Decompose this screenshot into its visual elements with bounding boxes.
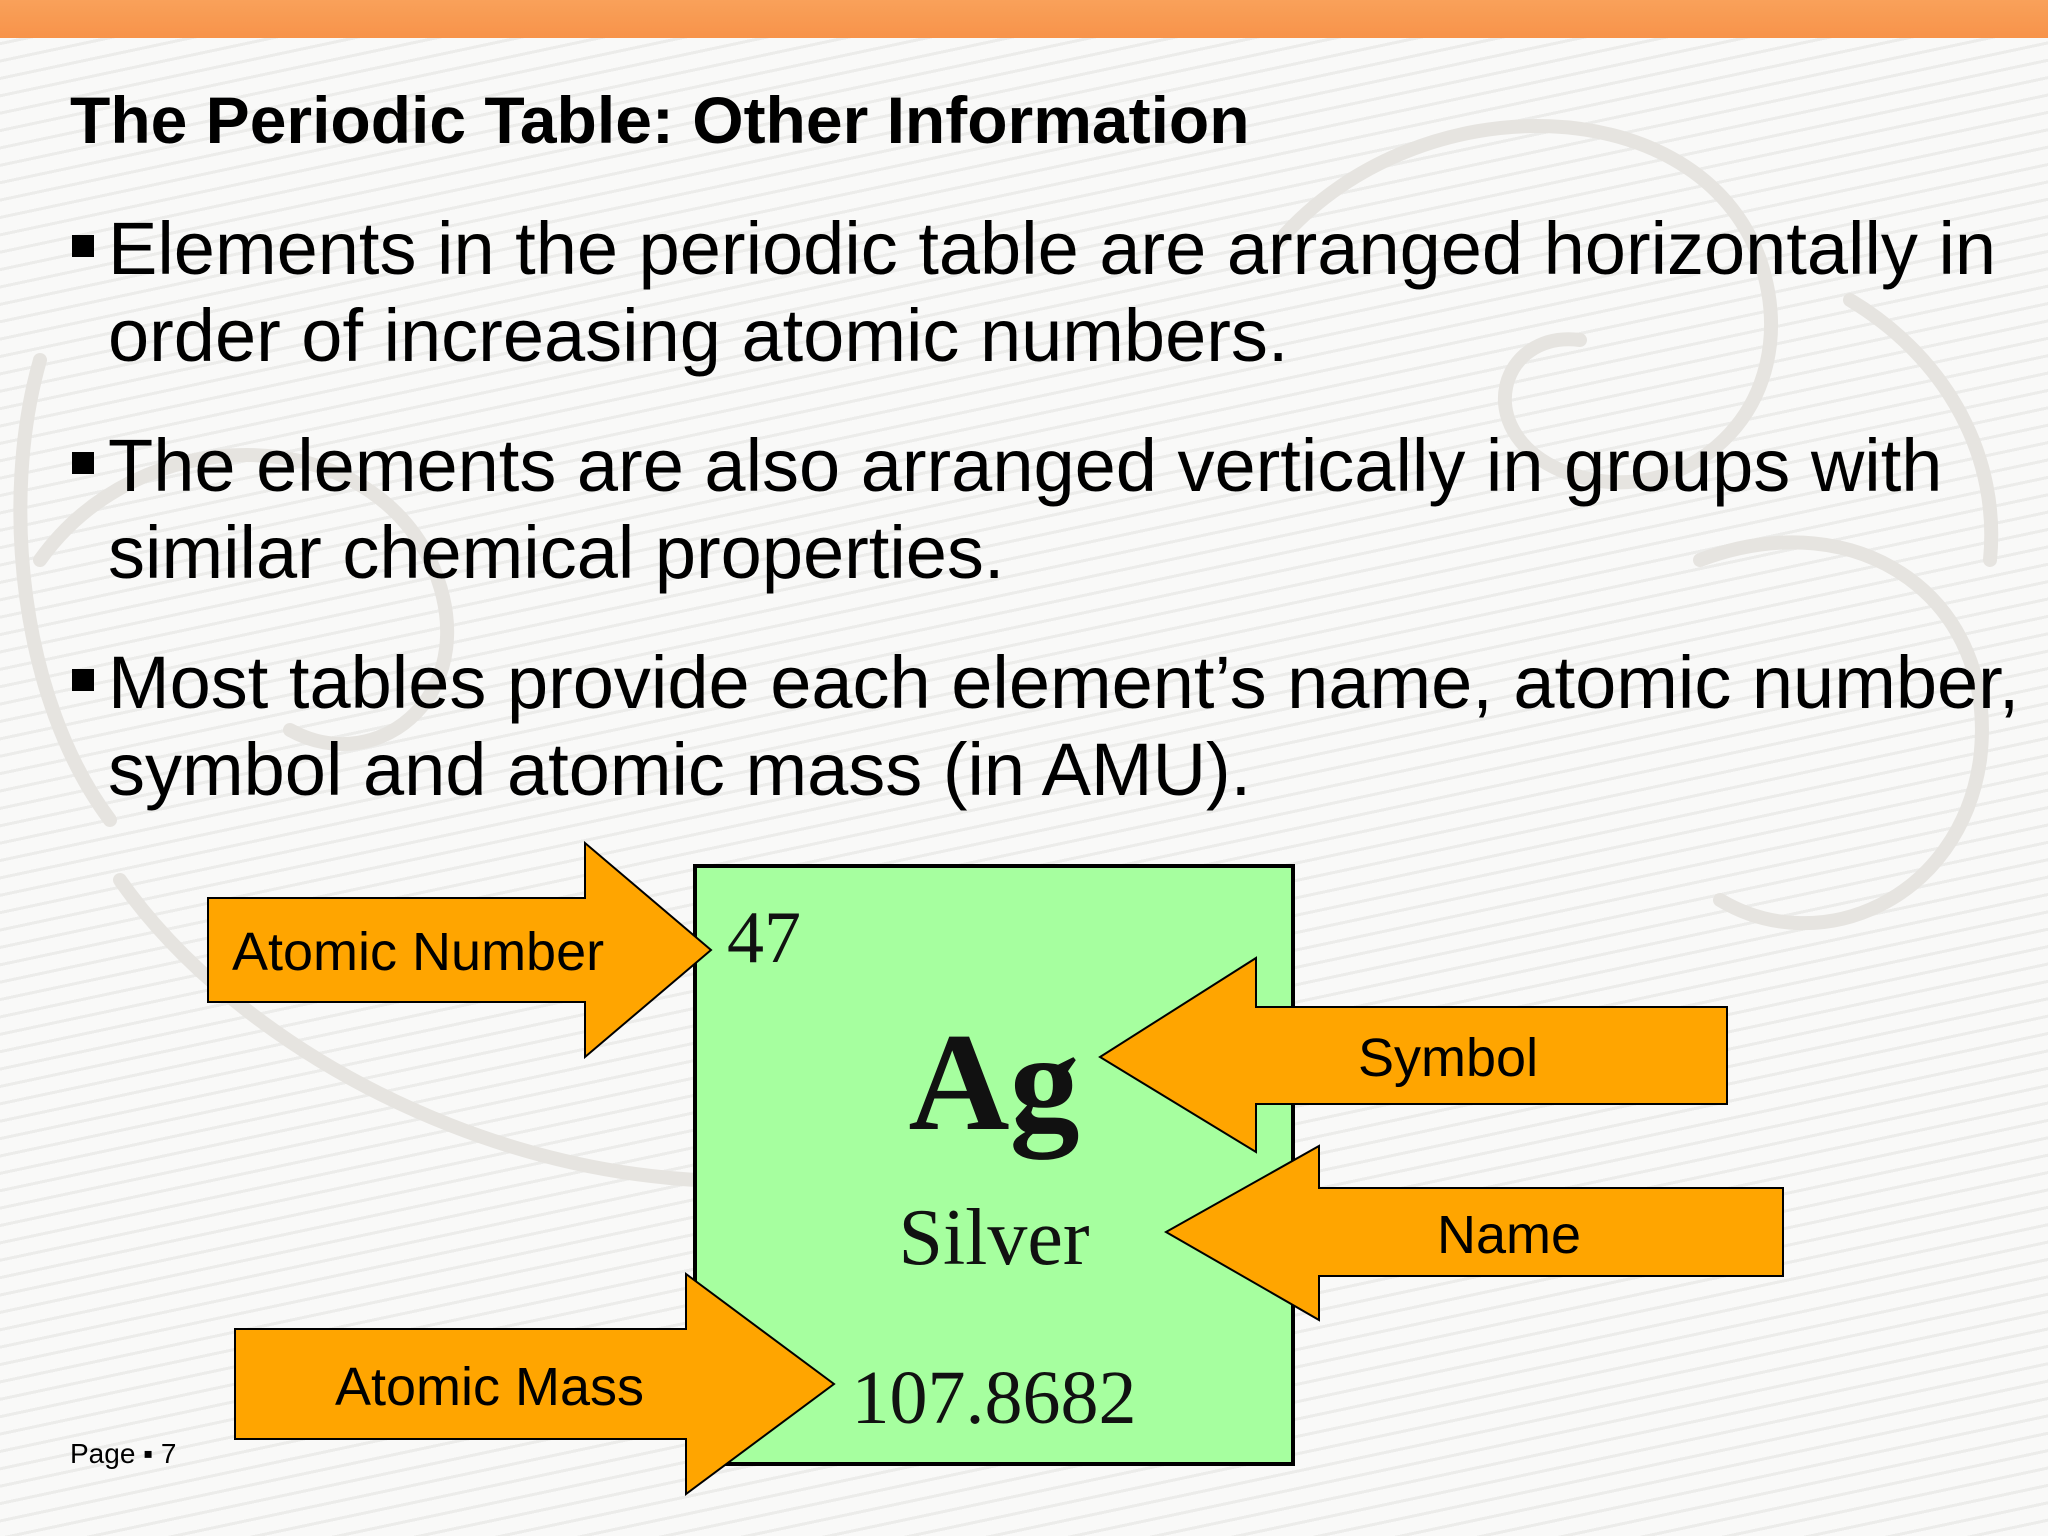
bullet-text: The elements are also arranged vertically in groups with similar chemical properties. [108,424,1943,594]
square-bullet-icon [72,452,94,474]
atomic-number-label: Atomic Number [232,922,605,982]
square-bullet-icon [72,669,94,691]
element-name: Silver [898,1194,1090,1282]
name-label: Name [1437,1205,1582,1265]
bullet-item [70,205,2030,379]
atomic-mass-label: Atomic Mass [335,1357,645,1417]
element-atomic-number: 47 [727,897,801,979]
element-symbol: Ag [908,1005,1080,1160]
element-atomic-mass: 107.8682 [851,1356,1137,1440]
square-bullet-icon [72,235,94,257]
bullet-text: Most tables provide each element’s name, atomic number, symbol and atomic mass (in AMU). [108,641,2020,811]
slide-title: The Periodic Table: Other Information [70,83,1250,157]
bullet-text: Elements in the periodic table are arranged horizontally in order of increasing atomic numbers. [108,207,1997,377]
symbol-label: Symbol [1358,1028,1539,1088]
bullet-item [70,639,2030,813]
bullet-list [70,205,2030,856]
bullet-item [70,422,2030,596]
page-number: Page ▪ 7 [70,1438,177,1469]
